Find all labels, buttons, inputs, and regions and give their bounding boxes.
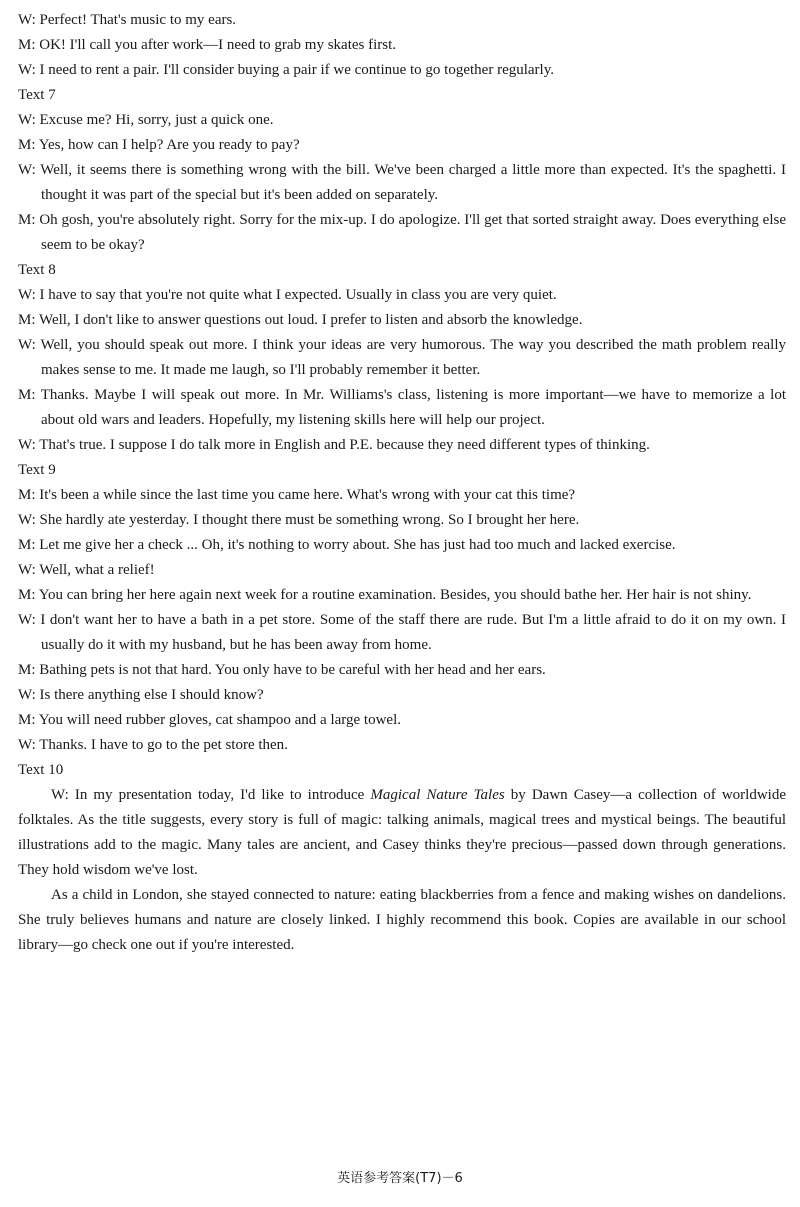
dialogue-line: M: Oh gosh, you're absolutely right. Sorry for the mix-up. I do apologize. I'll get that sorted straight away. Does everything else seem to be okay? <box>18 212 786 253</box>
monologue-p1-before: W: In my presentation today, I'd like to introduce <box>51 787 371 803</box>
transcript-page <box>18 8 786 958</box>
dialogue-line: M: You can bring her here again next week for a routine examination. Besides, you should bathe her. Her hair is not shiny. <box>18 587 752 603</box>
dialogue-line: M: Bathing pets is not that hard. You only have to be careful with her head and her ears. <box>18 662 546 678</box>
section-heading: Text 9 <box>18 462 56 478</box>
dialogue-line: W: I have to say that you're not quite what I expected. Usually in class you are very quiet. <box>18 287 557 303</box>
dialogue-line: W: Thanks. I have to go to the pet store then. <box>18 737 288 753</box>
section-heading: Text 10 <box>18 762 64 778</box>
dialogue-line: M: You will need rubber gloves, cat shampoo and a large towel. <box>18 712 401 728</box>
dialogue-line: W: Well, what a relief! <box>18 562 155 578</box>
dialogue-line: W: Well, you should speak out more. I think your ideas are very humorous. The way you described the math problem really makes sense to me. It made me laugh, so I'll probably remember it better. <box>18 337 786 378</box>
dialogue-line: W: Well, it seems there is something wrong with the bill. We've been charged a little more than expected. It's the spaghetti. I thought it was part of the special but it's been added on separately. <box>18 162 786 203</box>
dialogue-line: W: I need to rent a pair. I'll consider buying a pair if we continue to go together regularly. <box>18 62 554 78</box>
monologue-paragraph-2: As a child in London, she stayed connected to nature: eating blackberries from a fence and making wishes on dandelions. She truly believes humans and nature are closely linked. I highly recommend this book. Copies are available in our school library—go check one out if you're interested. <box>18 887 786 953</box>
dialogue-line: M: Let me give her a check ... Oh, it's nothing to worry about. She has just had too much and lacked exercise. <box>18 537 676 553</box>
page-footer: 英语参考答案(T7)－6 <box>337 1171 463 1186</box>
dialogue-line: W: I don't want her to have a bath in a pet store. Some of the staff there are rude. But I'm a little afraid to do it on my own. I usually do it with my husband, but he has been away from home. <box>18 612 786 653</box>
dialogue-line: W: That's true. I suppose I do talk more in English and P.E. because they need different types of thinking. <box>18 437 650 453</box>
dialogue-line: M: Yes, how can I help? Are you ready to pay? <box>18 137 300 153</box>
dialogue-line: W: Is there anything else I should know? <box>18 687 264 703</box>
dialogue-line: W: Excuse me? Hi, sorry, just a quick one. <box>18 112 274 128</box>
book-title: Magical Nature Tales <box>370 787 505 803</box>
section-heading: Text 8 <box>18 262 56 278</box>
dialogue-line: W: Perfect! That's music to my ears. <box>18 12 237 28</box>
transcript-lines <box>18 8 786 783</box>
monologue-p1-after: by Dawn Casey—a collection of worldwide folktales. As the title suggests, every story is full of magic: talking animals, magical trees and mystical beings. The beautiful illustrations add to the magic. Many tales are ancient, and Casey thinks they're precious—passed down through generations. They hold wisdom we've lost. <box>18 787 786 878</box>
dialogue-line: W: She hardly ate yesterday. I thought there must be something wrong. So I brought her here. <box>18 512 580 528</box>
section-heading: Text 7 <box>18 87 56 103</box>
text10-monologue <box>18 783 786 958</box>
monologue-paragraph-1 <box>18 783 786 883</box>
dialogue-line: M: OK! I'll call you after work—I need to grab my skates first. <box>18 37 397 53</box>
dialogue-line: M: Thanks. Maybe I will speak out more. In Mr. Williams's class, listening is more important—we have to memorize a lot about old wars and leaders. Hopefully, my listening skills here will help our project. <box>18 387 786 428</box>
dialogue-line: M: Well, I don't like to answer questions out loud. I prefer to listen and absorb the knowledge. <box>18 312 583 328</box>
dialogue-line: M: It's been a while since the last time you came here. What's wrong with your cat this time? <box>18 487 576 503</box>
